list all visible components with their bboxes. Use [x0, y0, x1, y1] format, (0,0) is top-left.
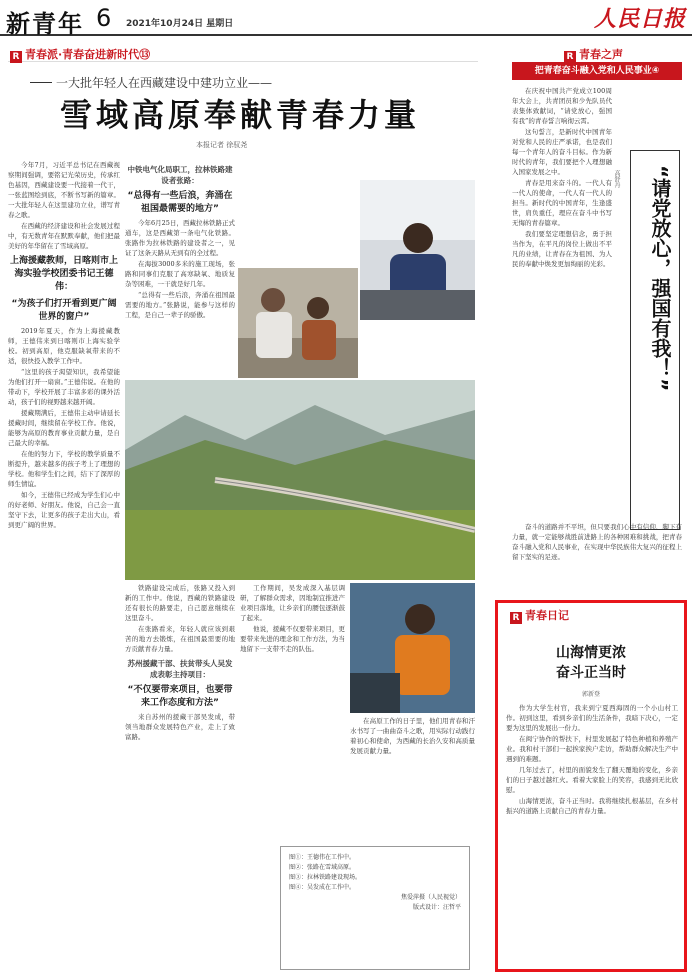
diary-title-line1: 山海情更浓	[556, 645, 626, 661]
filler-text: 在高原工作的日子里，他们用青春和汗水书写了一曲曲奋斗之歌，用实际行动践行着初心和使命，为西藏的长治久安和高质量发展贡献力量。	[350, 717, 475, 755]
filler-text: 他说，援藏不仅要带来项目，更要带来先进的理念和工作方法，为当地留下一支带不走的队伍。	[240, 625, 345, 653]
subhead-2a: 上海援藏教师，日喀则市上海实验学校团委书记王德伟：	[9, 256, 118, 292]
filler-text: 在海拔3000多米的施工现场，张路和同事们克服了高寒缺氧、地质复杂等困难，一干就是好几年。	[125, 260, 235, 288]
caption-line: 图②：张路在雪域高原。	[289, 864, 356, 871]
kicker-rule	[30, 82, 52, 83]
filler-text: 在他的努力下，学校的教学质量不断提升，越来越多的孩子考上了理想的学校。他和学生们之间，结下了深厚的师生情谊。	[8, 450, 120, 488]
filler-text: 援藏期满后，王德伟主动申请延长援藏时间，继续留在学校工作。他说，能够为高原的教育事业贡献力量，是自己最大的幸福。	[8, 409, 120, 447]
section-label-text: 青春派·青春奋进新时代⑬	[25, 48, 151, 61]
filler-text: 在庆祝中国共产党成立100周年大会上，共青团员和少先队员代表集体致献词，“请党放心，强国有我”的青春誓言响彻云霄。	[512, 87, 612, 125]
section-title: 新青年	[6, 10, 84, 38]
filler-text: 在闽宁协作的帮扶下，村里发展起了特色种植和养殖产业。我和村干部们一起挨家挨户走访，帮助群众解决生产中遇到的难题。	[506, 735, 678, 763]
caption-credit: 焦爱萍摄（人民视觉）	[400, 894, 461, 901]
article-column-3	[125, 583, 235, 970]
diary-title-line2: 奋斗正当时	[556, 665, 626, 681]
voice-column-bottom	[512, 522, 682, 594]
photo-railway-image	[125, 380, 475, 580]
author-name: 高舒丹	[613, 170, 620, 188]
filler-text: 今年6月25日，西藏拉林铁路正式通车，这是西藏第一条电气化铁路。张路作为拉林铁路的建设者之一，见证了这条天路从无到有的全过程。	[125, 219, 235, 257]
diary-text	[506, 703, 678, 965]
subhead-5: “不仅要带来项目，也要带来工作态度和方法”	[127, 685, 233, 708]
section-mark-icon: R	[564, 51, 576, 63]
diary-title	[498, 643, 684, 683]
voice-column	[512, 86, 612, 516]
caption-line: 图①：王德伟在工作中。	[289, 854, 356, 861]
filler-text: 工作期间，吴发成深入基层调研，了解群众需求，因地制宜推进产业项目落地，让乡亲们的腰包逐渐鼓了起来。	[240, 584, 345, 622]
filler-text: “这里的孩子渴望知识，我希望能为他们打开一扇窗。”王德伟说。在他的带动下，学校开展了丰富多彩的课外活动，孩子们的视野越来越开阔。	[8, 368, 120, 406]
filler-text: 2019年夏天，作为上海援藏教师，王德伟来到日喀则市上海实验学校。初到高原，他克服缺氧带来的不适，很快投入教学工作中。	[8, 327, 120, 365]
article-column-5	[350, 716, 475, 842]
section-mark-icon: R	[510, 612, 522, 624]
main-headline: 雪域高原奉献青春力量	[59, 96, 420, 134]
section-label-left	[8, 46, 478, 62]
photo-teacher-child	[238, 268, 358, 378]
filler-text: 今年7月，习近平总书记在西藏视察期间强调，要铭记光荣历史，传承红色基因，西藏建设要一代接着一代干，一张蓝图绘到底，不断书写新的篇章。一大批年轻人在这里建功立业，谱写青春之歌。	[8, 161, 120, 219]
photo-railway	[125, 380, 475, 580]
page-number: 6	[96, 4, 112, 32]
filler-text: 来自苏州的援藏干部吴发成，带领当地群众发展特色产业，走上了致富路。	[125, 713, 235, 741]
photo-worker	[350, 583, 475, 713]
masthead	[0, 0, 692, 36]
article-column-1	[8, 160, 120, 970]
filler-text: 在张路看来，年轻人就应该到艰苦的地方去锻炼，在祖国最需要的地方贡献青春力量。	[125, 625, 235, 653]
filler-text: 如今，王德伟已经成为学生们心中的好老师、好朋友。他说，自己会一直坚守下去，让更多的孩子走出大山，看到更广阔的世界。	[8, 491, 120, 529]
section-mark-icon: R	[10, 51, 22, 63]
filler-text: 在西藏的经济建设和社会发展过程中，有无数青年在默默奉献，他们把最美好的年华留在了雪域高原。	[8, 222, 120, 250]
filler-text: 铁路建设完成后，张路又投入到新的工作中。他说，西藏的铁路建设还有很长的路要走，自己愿意继续在这里奋斗。	[125, 584, 235, 622]
caption-line: 图④：吴发成在工作中。	[289, 884, 356, 891]
section-label-text: 青春日记	[525, 609, 569, 622]
subhead-4: 苏州援藏干部、扶贫带头人吴发成表彰主持项目：	[127, 659, 233, 679]
photo-engineer-desk-image	[360, 180, 475, 320]
photo-engineer-desk	[360, 180, 475, 320]
photo-caption-box	[280, 846, 470, 970]
filler-text: 作为大学生村官，我来到宁夏西海固的一个小山村工作。初到这里，看到乡亲们的生活条件，我暗下决心，一定要为这里的发展出一份力。	[506, 704, 678, 732]
section-label-diary	[508, 607, 569, 623]
issue-date: 2021年10月24日 星期日	[126, 19, 234, 29]
filler-text: 这句誓言，是新时代中国青年对党和人民的庄严承诺，也是我们每一个青年人的奋斗目标。作为新时代的青年，我们要把个人理想融入国家发展之中。	[512, 128, 612, 176]
filler-text: 奋斗的道路并不平坦，但只要我们心中有信仰、脚下有力量，就一定能够战胜前进路上的各种困难和挑战，把青春奋斗融入党和人民事业，在实现中华民族伟大复兴的征程上留下坚实的足迹。	[512, 523, 682, 561]
byline: 本报记者 徐驭尧	[196, 141, 248, 149]
kicker-text: 一大批年轻人在西藏建设中建功立业——	[56, 76, 273, 90]
photo-teacher-child-image	[238, 268, 358, 378]
filler-text: 几年过去了，村里的面貌发生了翻天覆地的变化，乡亲们的日子越过越红火。看着大家脸上的笑容，我感到无比欣慰。	[506, 766, 678, 794]
photo-worker-image	[350, 583, 475, 713]
subhead-1: “总得有一些后浪，奔涌在祖国最需要的地方”	[127, 191, 233, 214]
kicker	[30, 74, 450, 91]
filler-text: 青春是用来奋斗的。一代人有一代人的使命，一代人有一代人的担当。新时代的中国青年，生逢盛世，肩负重任，理应在奋斗中书写无悔的青春篇章。	[512, 179, 612, 227]
caption-line: 图③：拉林铁路建设现场。	[289, 874, 362, 881]
pull-quote: “请党放心，强国有我！”	[648, 165, 672, 392]
filler-text: 山海情更浓，奋斗正当时。我将继续扎根基层，在乡村振兴的道路上贡献自己的青春力量。	[506, 797, 678, 815]
filler-text: 我们要坚定理想信念，勇于担当作为，在平凡的岗位上做出不平凡的业绩，让青春在为祖国、为人民的奉献中焕发更加绚丽的光彩。	[512, 230, 612, 268]
newspaper-logo: 人民日报	[593, 6, 686, 32]
subhead-0: 中铁电气化局职工，拉林铁路建设者张路：	[127, 165, 233, 185]
filler-text: “总得有一些后浪，奔涌在祖国最需要的地方。”张路说，能参与这样的工程，是自己一辈子的骄傲。	[125, 291, 235, 319]
subhead-2b: “为孩子们打开看到更广阔世界的窗户”	[11, 299, 117, 322]
layout-credit: 版式设计：汪哲平	[412, 904, 461, 911]
diary-byline: 郭新登	[581, 691, 600, 698]
column-head: 把青春奋斗融入党和人民事业④	[512, 62, 682, 80]
section-label-right	[562, 46, 686, 62]
section-label-text: 青春之声	[579, 48, 623, 61]
diary-box	[495, 600, 687, 972]
